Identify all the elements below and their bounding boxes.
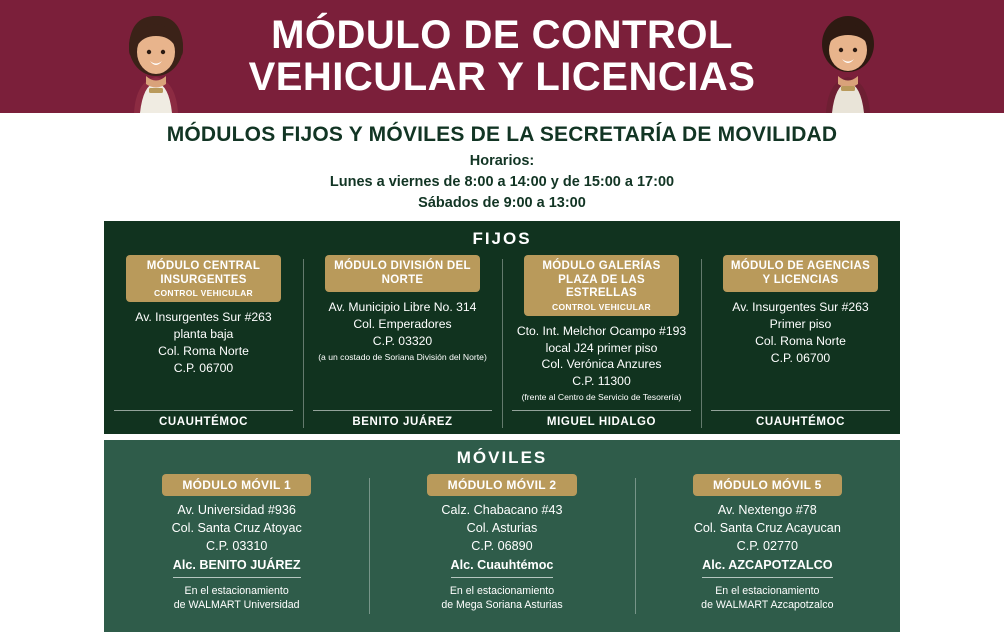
address-line: Av. Municipio Libre No. 314	[328, 300, 477, 315]
location-line: En el estacionamiento	[184, 584, 289, 597]
address-line: Av. Nextengo #78	[717, 503, 817, 518]
module-name: MÓDULO MÓVIL 5	[712, 477, 822, 492]
address-line: planta baja	[173, 327, 234, 342]
location-line: En el estacionamiento	[449, 584, 555, 597]
address-line: Col. Roma Norte	[158, 343, 249, 358]
module-location	[118, 584, 355, 613]
address-line: C.P. 03310	[205, 538, 268, 553]
alcaldia-label: Alc. AZCAPOTZALCO	[702, 557, 832, 578]
module-name-badge	[693, 474, 842, 496]
address-line: C.P. 06890	[471, 538, 533, 553]
title-line-1: MÓDULO DE CONTROL	[271, 12, 733, 57]
module-name: MÓDULO GALERÍAS PLAZA DE LAS ESTRELLAS	[542, 260, 661, 300]
address-note: (frente al Centro de Servicio de Tesorería)	[521, 392, 682, 403]
module-address	[508, 323, 695, 404]
alcaldia-label: Alc. BENITO JUÁREZ	[173, 557, 301, 578]
female-officer-avatar	[100, 0, 212, 113]
address-line: C.P. 11300	[572, 374, 631, 389]
module-name: MÓDULO DE AGENCIAS Y LICENCIAS	[730, 260, 871, 286]
location-line: de WALMART Azcapotzalco	[701, 598, 834, 611]
location-line: de WALMART Universidad	[173, 598, 300, 611]
schedule-weekdays: Lunes a viernes de 8:00 a 14:00 y de 15:00 a 17:00	[329, 174, 675, 191]
alcaldia-label: CUAUHTÉMOC	[755, 415, 846, 428]
schedule-block	[0, 151, 1004, 221]
alcaldia-label: Alc. Cuauhtémoc	[451, 557, 554, 578]
module-card	[104, 255, 303, 434]
section-moviles	[104, 440, 900, 622]
address-line: Col. Verónica Anzures	[541, 357, 662, 372]
module-name: MÓDULO DIVISIÓN DEL NORTE	[334, 260, 471, 286]
title-line-2: VEHICULAR Y LICENCIAS	[248, 54, 756, 99]
module-address	[309, 299, 496, 404]
module-name-badge	[126, 255, 281, 302]
address-line: Av. Insurgentes Sur #263	[732, 300, 869, 315]
module-name: MÓDULO MÓVIL 1	[182, 477, 291, 492]
section-title-moviles: MÓVILES	[456, 447, 548, 467]
module-address	[707, 299, 894, 404]
module-card	[502, 255, 701, 434]
module-name-badge	[427, 474, 576, 496]
module-name-badge	[325, 255, 480, 292]
alcaldia-label: BENITO JUÁREZ	[352, 415, 453, 428]
address-line: C.P. 06700	[173, 360, 234, 375]
subtitle-band	[0, 113, 1004, 151]
moviles-card-list	[104, 474, 900, 622]
address-line: Primer piso	[769, 317, 832, 331]
module-name-sub: CONTROL VEHICULAR	[154, 288, 253, 299]
module-location	[649, 584, 886, 613]
male-officer-avatar	[792, 0, 904, 113]
header-banner	[0, 0, 1004, 113]
module-address	[118, 502, 355, 612]
address-line: Calz. Chabacano #43	[441, 503, 563, 518]
module-location	[383, 584, 620, 613]
fijos-card-list	[104, 255, 900, 434]
mobile-module-card	[104, 474, 369, 620]
address-line: Col. Roma Norte	[755, 333, 846, 348]
address-line: Col. Asturias	[466, 520, 538, 535]
address-line: Av. Insurgentes Sur #263	[135, 310, 272, 325]
module-card	[701, 255, 900, 434]
module-name-badge	[162, 474, 311, 496]
module-name-badge	[524, 255, 679, 316]
address-line: Col. Emperadores	[353, 317, 452, 331]
alcaldia-wrap	[512, 410, 691, 428]
address-line: Cto. Int. Melchor Ocampo #193	[516, 323, 687, 338]
section-bottom-strip	[104, 622, 900, 632]
address-line: Col. Santa Cruz Atoyac	[171, 520, 302, 535]
location-line: En el estacionamiento	[715, 584, 820, 597]
address-line: C.P. 06700	[770, 350, 831, 365]
address-note: (a un costado de Soriana División del Norte)	[318, 351, 487, 362]
address-line: C.P. 03320	[372, 333, 433, 348]
module-name-sub: CONTROL VEHICULAR	[552, 301, 651, 312]
module-address	[649, 502, 886, 612]
address-line: Av. Universidad #936	[177, 503, 296, 518]
address-line: C.P. 02770	[736, 538, 799, 553]
module-card	[303, 255, 502, 434]
subtitle: MÓDULOS FIJOS Y MÓVILES DE LA SECRETARÍA DE MOVILIDAD	[166, 123, 838, 146]
module-address	[110, 309, 297, 404]
alcaldia-wrap	[114, 410, 293, 428]
alcaldia-label: MIGUEL HIDALGO	[546, 415, 657, 428]
schedule-label: Horarios:	[469, 153, 535, 169]
schedule-saturday: Sábados de 9:00 a 13:00	[418, 195, 586, 212]
address-line: Col. Santa Cruz Acayucan	[693, 520, 841, 535]
module-name: MÓDULO CENTRAL INSURGENTES	[146, 260, 261, 286]
module-address	[383, 502, 620, 612]
location-line: de Mega Soriana Asturias	[441, 598, 563, 611]
address-line: local J24 primer piso	[545, 340, 658, 355]
mobile-module-card	[369, 474, 634, 620]
mobile-module-card	[635, 474, 900, 620]
alcaldia-label: CUAUHTÉMOC	[158, 415, 249, 428]
section-title-fijos: FIJOS	[472, 229, 532, 249]
module-name-badge	[723, 255, 878, 292]
alcaldia-wrap	[313, 410, 492, 428]
section-fijos	[104, 221, 900, 434]
page-title	[248, 12, 756, 99]
module-name: MÓDULO MÓVIL 2	[447, 477, 557, 492]
alcaldia-wrap	[711, 410, 890, 428]
